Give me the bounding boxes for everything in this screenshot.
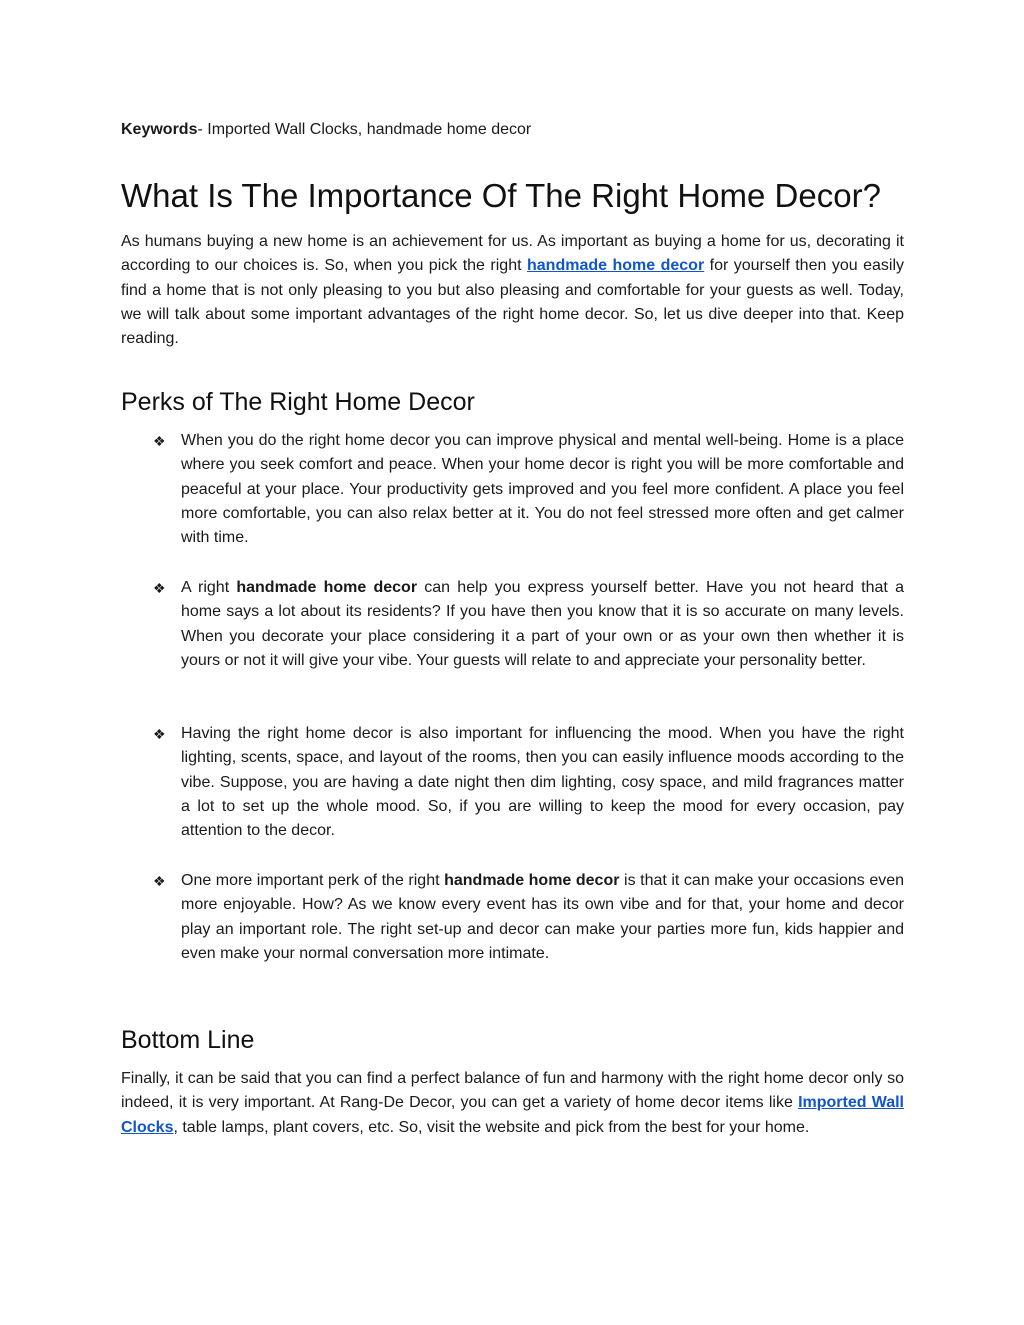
list-item-text-part: is that it can make your occasions even more enjoyable. How? As we know every event has its own vibe and for that, your home and decor play an important role. The right set-up and decor can make your parties more fun, kids happier and even make your normal conversation more intimate. <box>181 872 905 962</box>
list-item-text-part: When you do the right home decor you can improve physical and mental well-being. Home is a place where you seek comfort and peace. When your home decor is right you will be more comfortable and peaceful at your place. Your productivity gets improved and you feel more confident. A place you feel more comfortable, you can also relax better at it. You do not feel stressed more often and get calmer with time. <box>181 432 904 547</box>
bottom-line-paragraph <box>121 1067 904 1140</box>
keywords-value: - Imported Wall Clocks, handmade home decor <box>197 121 532 138</box>
list-item-bold-text: handmade home decor <box>236 579 418 596</box>
intro-paragraph <box>121 230 904 351</box>
intro-section <box>121 230 904 351</box>
bottom-line-section <box>121 1067 904 1140</box>
diamond-bullet-icon: ❖ <box>153 580 166 596</box>
list-item-text-part: can help you express yourself better. Have you not heard that a home says a lot about its residents? If you have then you know that it is so accurate on many levels. When you decorate your place considering it a part of your own or as your own then whether it is yours or not it will give your vibe. Your guests will relate to and appreciate your personality better. <box>181 579 904 669</box>
list-item-text-part: A right <box>181 579 237 596</box>
list-item-text <box>181 429 904 550</box>
list-item-text-part: Having the right home decor is also important for influencing the mood. When you have the right lighting, scents, space, and layout of the rooms, then you can easily influence moods according to the vibe. Suppose, you are having a date night then dim lighting, cosy space, and mild fragrances matter a lot to set up the whole mood. So, if you are willing to keep the mood for every occasion, pay attention to the decor. <box>181 725 904 840</box>
list-item-text-part: One more important perk of the right <box>181 872 445 889</box>
perks-heading: Perks of The Right Home Decor <box>121 388 475 416</box>
list-item-text <box>181 576 904 673</box>
intro-text-2: for yourself then you easily find a home that is not only pleasing to you but also pleasing and comfortable for your guests as well. Today, we will talk about some important advantages of the right home decor. So, let us dive deeper into that. Keep reading. <box>121 257 904 348</box>
list-item-bold-text: handmade home decor <box>444 872 620 889</box>
bottom-text-2: , table lamps, plant covers, etc. So, visit the website and pick from the best for your home. <box>173 1118 810 1136</box>
imported-wall-clocks-link[interactable]: Imported Wall Clocks <box>121 1094 905 1136</box>
bottom-text-1: Finally, it can be said that you can find a perfect balance of fun and harmony with the right home decor only so indeed, it is very important. At Rang-De Decor, you can get a variety of home decor items like <box>121 1070 904 1112</box>
diamond-bullet-icon: ❖ <box>153 873 166 889</box>
diamond-bullet-icon: ❖ <box>153 433 166 449</box>
list-item-text <box>181 722 904 843</box>
diamond-bullet-icon: ❖ <box>153 726 166 742</box>
intro-text-1: As humans buying a new home is an achievement for us. As important as buying a home for us, decorating it according to our choices is. So, when you pick the right <box>121 233 904 275</box>
keywords-line <box>121 118 531 142</box>
keywords-label: Keywords <box>121 121 198 138</box>
page-title: What Is The Importance Of The Right Home Decor? <box>121 177 881 214</box>
handmade-home-decor-link[interactable]: handmade home decor <box>527 257 705 275</box>
bottom-line-heading: Bottom Line <box>121 1026 255 1054</box>
list-item-text <box>181 869 904 966</box>
